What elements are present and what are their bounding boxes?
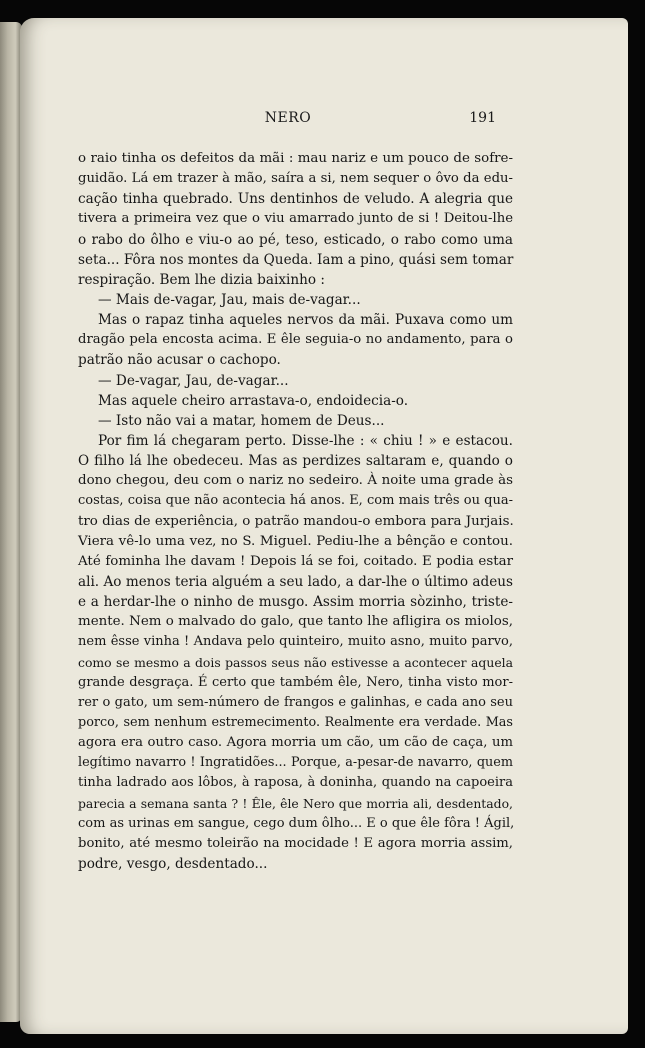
text-line: — Mais de-vagar, Jau, mais de-vagar...: [98, 291, 361, 308]
previous-page-edge: [0, 22, 22, 1022]
text-line: tivera a primeira vez que o viu amarrado junto de si ! Deitou-lhe: [78, 211, 513, 227]
text-line: patrão não acusar o cachopo.: [78, 352, 281, 369]
text-line: O filho lá lhe obedeceu. Mas as perdizes saltaram e, quando o: [78, 453, 513, 470]
text-line: costas, coisa que não acontecia há anos. E, com mais três ou qua-: [78, 493, 513, 509]
body-text: [78, 149, 513, 874]
text-line: mente. Nem o malvado do galo, que tanto lhe afligira os miolos,: [78, 614, 513, 630]
text-line: bonito, até mesmo toleirão na mocidade ! E agora morria assim,: [78, 835, 513, 851]
page-number: 191: [469, 110, 496, 126]
text-line: dragão pela encosta acima. E êle seguia-o no andamento, para o: [78, 332, 513, 348]
text-line: tro dias de experiência, o patrão mandou-o embora para Jurjais.: [78, 513, 514, 529]
text-line: Viera vê-lo uma vez, no S. Miguel. Pediu-lhe a bênção e contou.: [78, 533, 513, 549]
text-line: o rabo do ôlho e viu-o ao pé, teso, esticado, o rabo como uma: [78, 231, 513, 248]
text-line: rer o gato, um sem-número de frangos e galinhas, e cada ano seu: [78, 694, 513, 710]
running-title: NERO: [264, 110, 312, 126]
text-line: guidão. Lá em trazer à mão, saíra a si, nem sequer o ôvo da edu-: [78, 171, 513, 187]
text-line: tinha ladrado aos lôbos, à raposa, à doninha, quando na capoeira: [78, 775, 513, 791]
text-line: como se mesmo a dois passos seus não estivesse a acontecer aquela: [78, 654, 513, 670]
text-line: Até fominha lhe davam ! Depois lá se foi, coitado. E podia estar: [78, 553, 513, 569]
text-line: seta... Fôra nos montes da Queda. Iam a pino, quási sem tomar: [78, 251, 514, 268]
text-line: agora era outro caso. Agora morria um cão, um cão de caça, um: [78, 735, 513, 751]
text-line: nem êsse vinha ! Andava pelo quinteiro, muito asno, muito parvo,: [78, 634, 513, 650]
text-line: podre, vesgo, desdentado...: [78, 855, 268, 872]
text-line: e a herdar-lhe o ninho de musgo. Assim morria sòzinho, triste-: [78, 594, 513, 611]
text-line: — Isto não vai a matar, homem de Deus...: [98, 412, 385, 429]
text-line: dono chegou, deu com o nariz no sedeiro. À noite uma grade às: [78, 473, 513, 489]
text-line: com as urinas em sangue, cego dum ôlho... E o que êle fôra ! Ágil,: [78, 815, 515, 831]
text-line: ali. Ao menos teria alguém a seu lado, a dar-lhe o último adeus: [78, 573, 513, 590]
book-page: [20, 18, 628, 1034]
text-line: respiração. Bem lhe dizia baixinho :: [78, 271, 325, 288]
text-line: legítimo navarro ! Ingratidões... Porque, a-pesar-de navarro, quem: [78, 755, 513, 771]
text-line: grande desgraça. É certo que também êle, Nero, tinha visto mor-: [78, 674, 513, 690]
text-line: Mas aquele cheiro arrastava-o, endoidecia-o.: [98, 392, 409, 409]
text-line: o raio tinha os defeitos da mãi : mau nariz e um pouco de sofre-: [78, 151, 513, 166]
text-line: Por fim lá chegaram perto. Disse-lhe : « chiu ! » e estacou.: [98, 432, 513, 449]
page-header: [80, 110, 496, 130]
text-line: Mas o rapaz tinha aqueles nervos da mãi. Puxava como um: [98, 312, 513, 329]
text-line: — De-vagar, Jau, de-vagar...: [98, 372, 289, 389]
text-line: parecia a semana santa ? ! Êle, êle Nero que morria ali, desdentado,: [78, 795, 513, 811]
text-line: porco, sem nenhum estremecimento. Realmente era verdade. Mas: [78, 714, 513, 730]
text-line: cação tinha quebrado. Uns dentinhos de veludo. A alegria que: [78, 191, 513, 208]
